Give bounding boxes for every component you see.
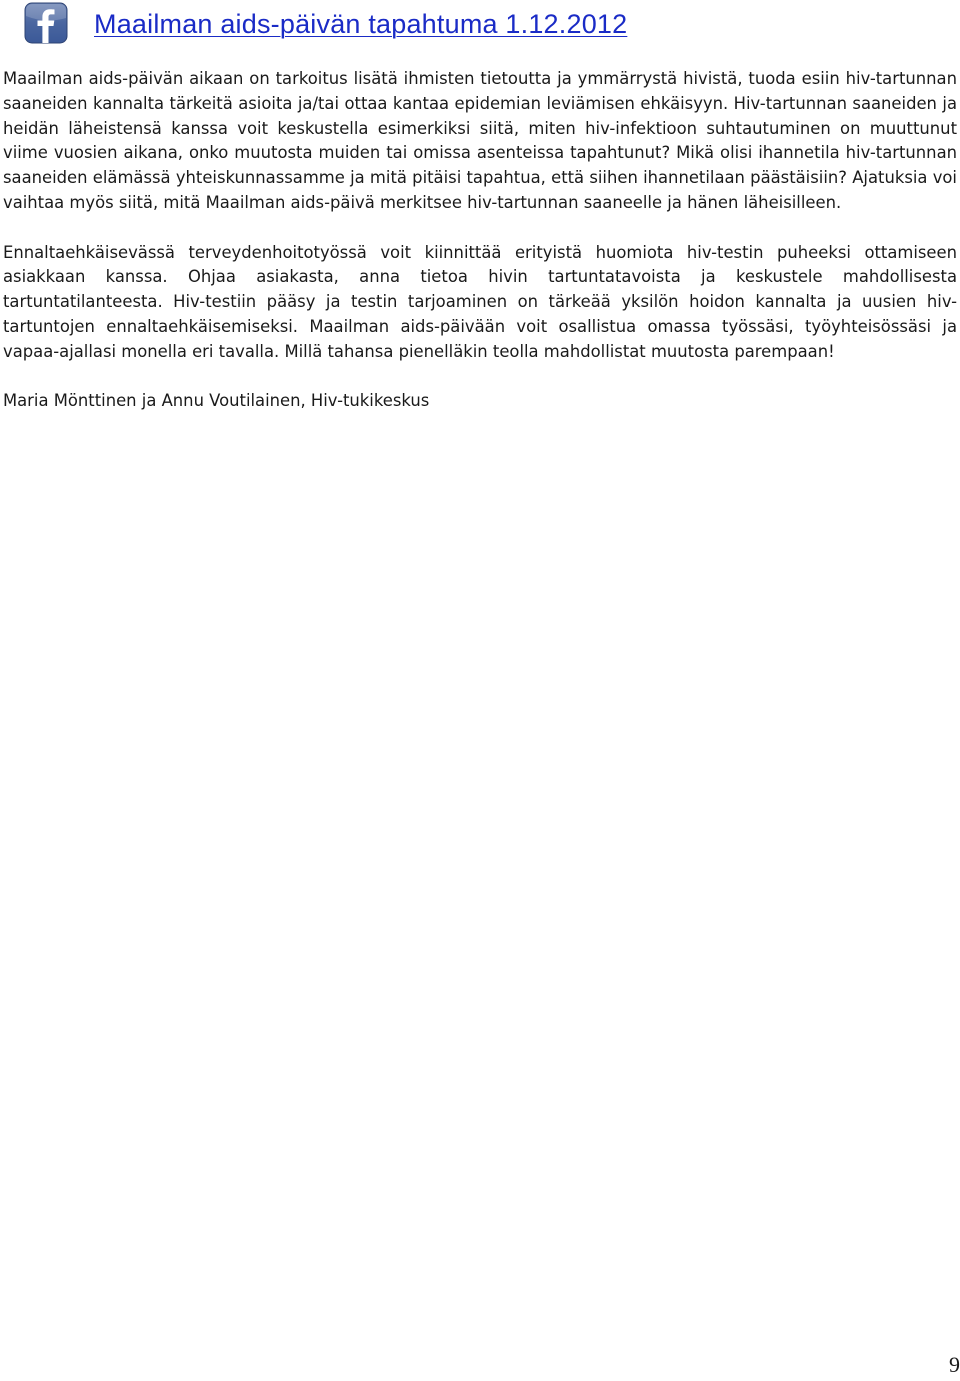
paragraph-intro: Maailman aids-päivän aikaan on tarkoitus lisätä ihmisten tietoutta ja ymmärrystä hivistä, tuoda esiin hiv-tartunnan saaneiden kannalta tärkeitä asioita ja/tai ottaa kantaa epidemian leviämisen ehkäisyyn. Hiv-tartunnan saaneiden ja heidän läheistensä kanssa voit keskustella esimerkiksi siitä, miten hiv-infektioon suhtautuminen on muuttunut viime vuosien aikana, onko muutosta muiden tai omissa asenteissa tapahtunut? Mikä olisi ihannetila hiv-tartunnan saaneiden elämässä yhteiskunnassamme ja mitä pitäisi tapahtua, että siihen ihannetilaan päästäisiin? Ajatuksia voi vaihtaa myös siitä, mitä Maailman aids-päivä merkitsee hiv-tartunnan saaneelle ja hänen läheisilleen. [3,69,957,212]
event-title-link[interactable]: Maailman aids-päivän tapahtuma 1.12.2012 [94,8,628,39]
facebook-icon[interactable] [24,2,68,44]
author-signature: Maria Mönttinen ja Annu Voutilainen, Hiv-tukikeskus [3,391,430,411]
page-header [24,0,944,46]
article-body [3,67,957,414]
paragraph-prevention: Ennaltaehkäisevässä terveydenhoitotyössä voit kiinnittää erityistä huomiota hiv-testin puheeksi ottamiseen asiakkaan kanssa. Ohjaa asiakasta, anna tietoa hivin tartuntatavoista ja keskustele mahdollisesta tartuntatilanteesta. Hiv-testiin pääsy ja testin tarjoaminen on tärkeää yksilön hoidon kannalta ja uusien hiv-tartuntojen ennaltaehkäisemiseksi. Maailman aids-päivään voit osallistua omassa työssäsi, työyhteisössäsi ja vapaa-ajallasi monella eri tavalla. Millä tahansa pienelläkin teolla mahdollistat muutosta parempaan! [3,242,957,361]
page-number: 9 [949,1352,960,1377]
